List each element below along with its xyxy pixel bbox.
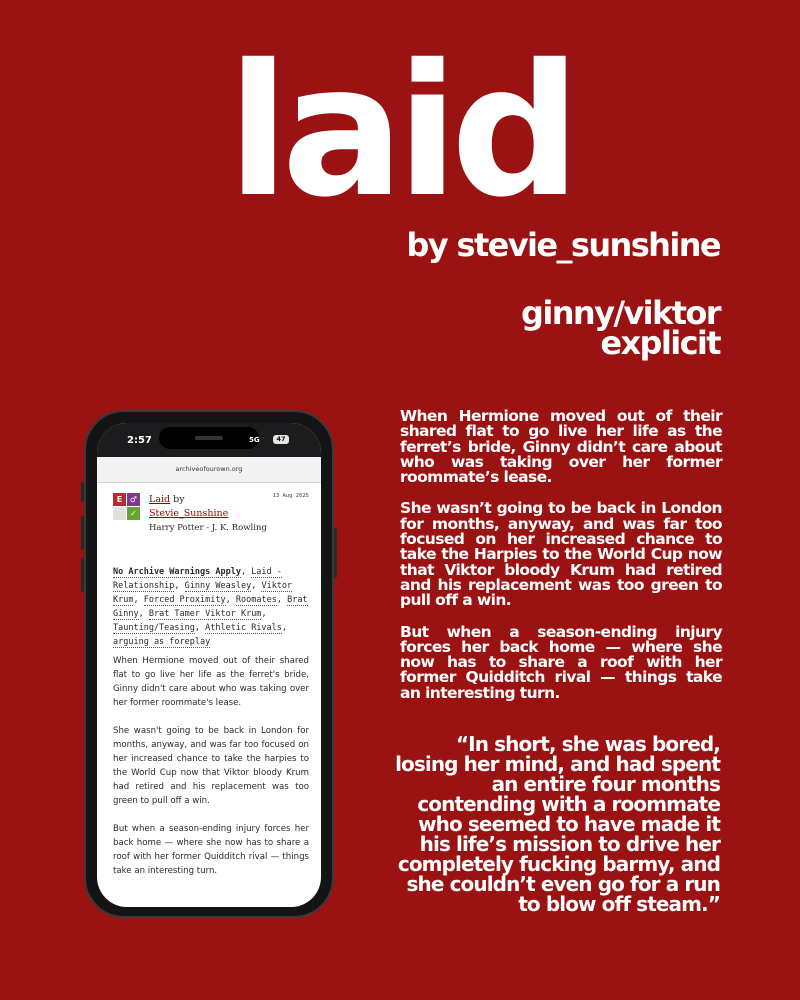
freeform-tag[interactable]: Forced Proximity xyxy=(143,595,226,605)
ship-and-rating xyxy=(521,294,720,362)
phone-volume-up-button xyxy=(81,516,84,550)
required-tags-icons xyxy=(113,493,141,521)
summary-paragraph: When Hermione moved out of their shared flat to go live her life as the ferret’s bride, Ginny didn’t care about who was taking over her former roommate’s lease. xyxy=(400,407,722,487)
work-title-link[interactable]: Laid xyxy=(149,494,171,505)
rating: explicit xyxy=(600,324,720,362)
work-summary-paragraph: But when a season-ending injury forces her back home — where she now has to share a roof with her former Quidditch rival — things take an interesting turn. xyxy=(113,824,309,876)
character-tag[interactable]: Ginny Weasley xyxy=(184,581,252,591)
freeform-tag[interactable]: Roomates xyxy=(235,595,277,605)
phone-side-button xyxy=(81,482,84,502)
phone-power-button xyxy=(334,528,337,578)
work-summary xyxy=(113,654,309,892)
character-tag[interactable]: Viktor Krum xyxy=(113,581,293,605)
status-time: 2:57 xyxy=(127,435,152,446)
freeform-tag[interactable]: Taunting/Teasing xyxy=(113,623,195,633)
status-bar xyxy=(97,423,321,457)
freeform-tag[interactable]: Brat Tamer Viktor Krum xyxy=(148,609,262,619)
dynamic-island xyxy=(159,427,259,449)
summary-text xyxy=(400,409,722,717)
category-icon: ♂ xyxy=(127,493,140,506)
freeform-tag[interactable]: arguing as foreplay xyxy=(113,637,211,647)
freeform-tag[interactable]: Athletic Rivals xyxy=(205,623,282,633)
author-link[interactable]: Stevie_Sunshine xyxy=(149,508,229,519)
by-label: by xyxy=(173,494,185,505)
battery-icon: 47 xyxy=(273,435,289,444)
work-summary-paragraph: She wasn't going to be back in London for months, anyway, and was far too focused on her increased chance to take the harpies to the World Cup now that Viktor bloody Krum had retired and his replacement was too green to pull off a win. xyxy=(113,726,309,806)
signal-icon: 5G xyxy=(249,436,260,444)
phone-mockup xyxy=(84,410,334,918)
work-date: 13 Aug 2025 xyxy=(272,493,309,499)
tag-list: No Archive Warnings Apply, Laid - Relationship, Ginny Weasley, Viktor Krum, Forced Proximity, Roomates, Brat Ginny, Brat Tamer Viktor Krum, Taunting/Teasing, Athletic Rivals, arguing as foreplay xyxy=(113,567,308,647)
summary-paragraph: But when a season-ending injury forces her back home — where she now has to share a roof with her former Quidditch rival — things take an interesting turn. xyxy=(400,622,722,702)
cover-title: laid xyxy=(227,25,573,237)
pairing: ginny/viktor xyxy=(521,294,720,332)
summary-paragraph: She wasn’t going to be back in London for months, anyway, and was far too focused on her increased chance to take the Harpies to the World Cup now that Viktor bloody Krum had retired and his replacement was too green to pull off a win. xyxy=(400,499,722,610)
browser-address-bar[interactable] xyxy=(97,457,321,483)
excerpt-quote: “In short, she was bored, losing her mind, and had spent an entire four months contending with a roommate who seemed to have made it his life’s mission to drive her completely fucking barmy, and she couldn’t even go for a run to blow off steam.” xyxy=(395,732,720,916)
phone-screen xyxy=(97,423,321,907)
complete-icon: ✓ xyxy=(127,507,140,520)
fandom-link[interactable]: Harry Potter - J. K. Rowling xyxy=(149,523,267,533)
warning-none-icon xyxy=(113,507,126,520)
phone-volume-down-button xyxy=(81,558,84,592)
author-byline: by stevie_sunshine xyxy=(406,226,720,264)
warning-tag[interactable]: No Archive Warnings Apply xyxy=(113,567,241,577)
work-summary-paragraph: When Hermione moved out of their shared flat to go live her life as the ferret's bride, Ginny didn't care about who was taking over her former roommate's lease. xyxy=(113,656,309,708)
work-heading xyxy=(149,493,299,535)
relationship-tag[interactable]: Laid - Relationship xyxy=(113,567,282,591)
address-url: archiveofourown.org xyxy=(175,465,243,473)
freeform-tag[interactable]: Brat Ginny xyxy=(113,595,308,619)
rating-explicit-icon: E xyxy=(113,493,126,506)
